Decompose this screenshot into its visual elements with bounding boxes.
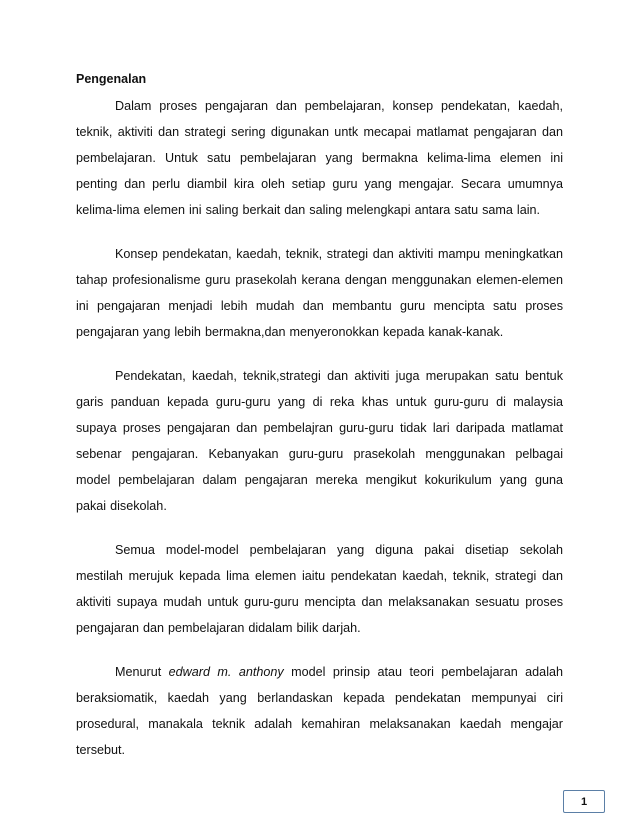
paragraph-5-lead: Menurut <box>115 665 169 679</box>
paragraph-5 <box>76 659 563 763</box>
page-number <box>563 790 605 813</box>
paragraph-4: Semua model-model pembelajaran yang diguna pakai disetiap sekolah mestilah merujuk kepada lima elemen iaitu pendekatan kaedah, teknik, strategi dan aktiviti supaya mudah untuk guru-guru mencipta dan melaksanakan sesuatu proses pengajaran dan pembelajaran didalam bilik darjah. <box>76 543 563 635</box>
paragraph-3: Pendekatan, kaedah, teknik,strategi dan aktiviti juga merupakan satu bentuk garis panduan kepada guru-guru yang di reka khas untuk guru-guru di malaysia supaya proses pengajaran dan pembelajran guru-guru tidak lari daripada matlamat sebenar pengajaran. Kebanyakan guru-guru prasekolah menggunakan pelbagai model pembelajaran dalam pengajaran mereka mengikut kokurikulum yang guna pakai disekolah. <box>76 369 563 513</box>
paragraph-1: Dalam proses pengajaran dan pembelajaran, konsep pendekatan, kaedah, teknik, aktiviti dan strategi sering digunakan untk mecapai matlamat pengajaran dan pembelajaran. Untuk satu pembelajaran yang bermakna kelima-lima elemen ini penting dan perlu diambil kira oleh setiap guru yang mengajar. Secara umumnya kelima-lima elemen ini saling berkait dan saling melengkapi antara satu sama lain. <box>76 99 563 217</box>
section-heading: Pengenalan <box>76 72 147 86</box>
paragraph-2: Konsep pendekatan, kaedah, teknik, strategi dan aktiviti mampu meningkatkan tahap profesionalisme guru prasekolah kerana dengan menggunakan elemen-elemen ini pengajaran menjadi lebih mudah dan membantu guru mencipta satu proses pengajaran yang lebih bermakna,dan menyeronokkan kepada kanak-kanak. <box>76 247 563 339</box>
page-number-label: 1 <box>580 795 588 808</box>
paragraph-5-rest: model prinsip atau teori pembelajaran adalah beraksiomatik, kaedah yang berlandaskan kepada pendekatan mempunyai ciri prosedural, manakala teknik adalah kemahiran melaksanakan kaedah mengajar tersebut. <box>76 665 563 757</box>
author-name: edward m. anthony <box>168 665 284 679</box>
body-text <box>76 93 563 781</box>
